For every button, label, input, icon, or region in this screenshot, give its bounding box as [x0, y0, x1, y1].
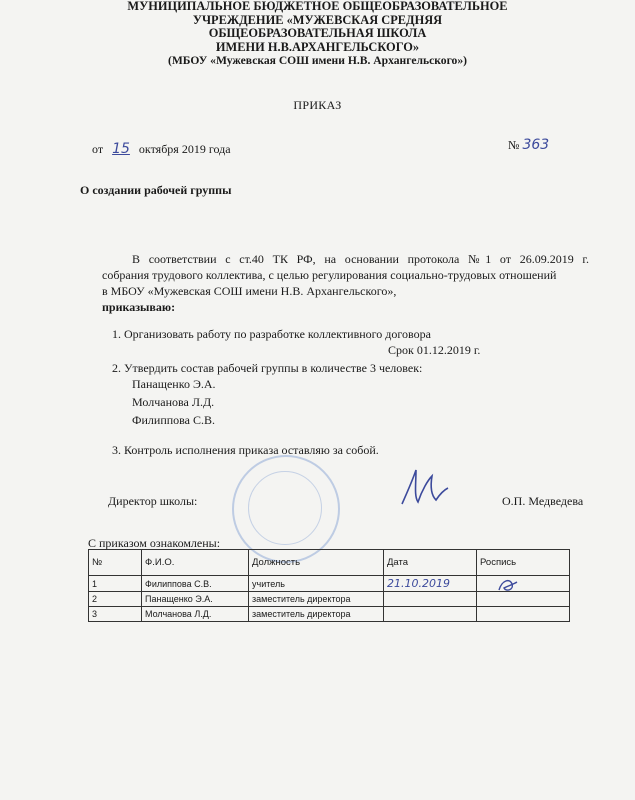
- column-header: №: [89, 550, 142, 576]
- row-position: заместитель директора: [249, 592, 384, 607]
- order-item-1-deadline: Срок 01.12.2019 г.: [388, 343, 481, 357]
- acknowledgement-caption: С приказом ознакомлены:: [88, 536, 221, 550]
- column-header: Ф.И.О.: [142, 550, 249, 576]
- column-header: Дата: [384, 550, 477, 576]
- letterhead-line-3: ОБЩЕОБРАЗОВАТЕЛЬНАЯ ШКОЛА: [208, 26, 427, 40]
- table-signature: [496, 576, 520, 596]
- date-day: 15: [112, 141, 130, 157]
- member-name: Молчанова Л.Д.: [132, 395, 215, 409]
- official-stamp: [232, 455, 340, 563]
- row-date: 21.10.2019: [384, 576, 477, 592]
- letterhead-line-5: (МБОУ «Мужевская СОШ имени Н.В. Архангельского»): [168, 54, 467, 67]
- row-number: 1: [89, 576, 142, 592]
- member-name: Панащенко Э.А.: [132, 377, 216, 391]
- document-title: ПРИКАЗ: [293, 98, 342, 112]
- order-word: приказываю:: [102, 300, 176, 314]
- order-item-1: 1. Организовать работу по разработке коллективного договора: [112, 327, 431, 341]
- order-number: [508, 137, 549, 153]
- date-prefix: от: [92, 142, 104, 156]
- date-rest: октября 2019 года: [138, 142, 231, 156]
- letterhead: [0, 0, 635, 68]
- row-position: учитель: [249, 576, 384, 592]
- preamble-line-1: В соответствии с ст.40 ТК РФ, на основании протокола №1 от 26.09.2019 г.: [132, 252, 589, 266]
- number-value: 363: [522, 137, 550, 153]
- row-number: 3: [89, 607, 142, 622]
- row-position: заместитель директора: [249, 607, 384, 622]
- table-header-row: [89, 550, 570, 576]
- signature-label: Директор школы:: [108, 494, 198, 508]
- number-label: №: [508, 138, 520, 152]
- row-name: Молчанова Л.Д.: [142, 607, 249, 622]
- column-header: Должность: [249, 550, 384, 576]
- row-name: Панащенко Э.А.: [142, 592, 249, 607]
- working-group-list: [132, 375, 216, 429]
- letterhead-line-1: МУНИЦИПАЛЬНОЕ БЮДЖЕТНОЕ ОБЩЕОБРАЗОВАТЕЛЬНОЕ: [127, 0, 508, 13]
- row-signature: [477, 607, 570, 622]
- preamble-line-2: собрания трудового коллектива, с целью регулирования социально-трудовых отношений: [102, 268, 557, 282]
- column-header: Роспись: [477, 550, 570, 576]
- order-item-2: 2. Утвердить состав рабочей группы в количестве 3 человек:: [112, 361, 423, 375]
- row-date: [384, 607, 477, 622]
- row-signature: [477, 576, 570, 592]
- row-name: Филиппова С.В.: [142, 576, 249, 592]
- order-item-3: 3. Контроль исполнения приказа оставляю за собой.: [112, 443, 379, 457]
- letterhead-line-4: ИМЕНИ Н.В.АРХАНГЕЛЬСКОГО»: [215, 39, 420, 54]
- row-date: [384, 592, 477, 607]
- director-name: О.П. Медведева: [502, 494, 584, 508]
- preamble-line-3: в МБОУ «Мужевская СОШ имени Н.В. Архангельского»,: [102, 284, 397, 298]
- director-signature: [396, 466, 452, 510]
- order-subject: О создании рабочей группы: [80, 183, 232, 197]
- table-row: [89, 607, 570, 622]
- member-name: Филиппова С.В.: [132, 413, 215, 427]
- row-number: 2: [89, 592, 142, 607]
- order-date: [92, 141, 231, 157]
- letterhead-line-2: УЧРЕЖДЕНИЕ «МУЖЕВСКАЯ СРЕДНЯЯ: [192, 12, 443, 27]
- row-signature: [477, 592, 570, 607]
